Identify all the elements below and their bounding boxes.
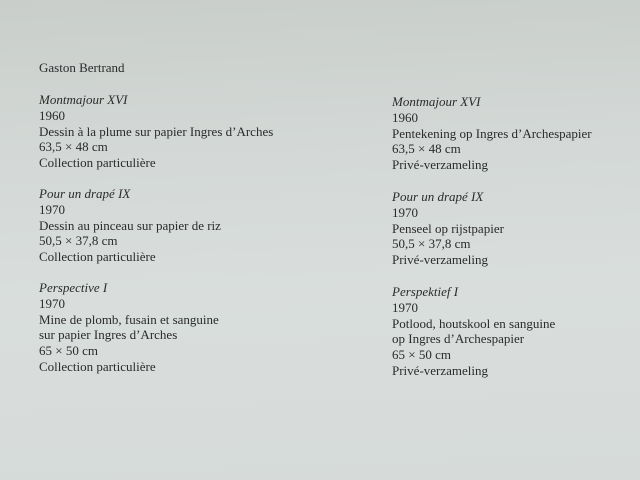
artwork-dimensions: 50,5 × 37,8 cm — [39, 233, 118, 249]
artwork-dimensions: 65 × 50 cm — [392, 347, 451, 363]
artwork-technique: Mine de plomb, fusain et sanguine — [39, 311, 219, 327]
artwork-collection: Collection particulière — [39, 249, 156, 265]
artwork-technique: Pentekening op Ingres d’Archespapier — [392, 125, 592, 141]
artwork-title: Pour un drapé IX — [392, 188, 484, 204]
artwork-title: Perspective I — [39, 279, 108, 295]
artwork-collection: Collection particulière — [39, 358, 156, 374]
artwork-entry-perspektief-nl — [392, 284, 640, 379]
artwork-technique: Potlood, houtskool en sanguine — [392, 315, 556, 331]
artwork-collection: Privé-verzameling — [392, 157, 489, 173]
artwork-entry-montmajour-fr — [39, 92, 339, 171]
artwork-title: Perspektief I — [392, 283, 459, 299]
artwork-dimensions: 63,5 × 48 cm — [39, 139, 108, 155]
artwork-entry-drape-nl — [392, 189, 640, 268]
artwork-title: Montmajour XVI — [392, 94, 481, 109]
artwork-entry-montmajour-nl — [392, 94, 640, 173]
french-column — [39, 60, 339, 390]
artwork-entry-perspective-fr — [39, 280, 339, 375]
artwork-collection: Collection particulière — [39, 155, 156, 171]
artwork-year: 1970 — [392, 204, 418, 220]
artwork-year: 1960 — [392, 109, 418, 125]
artwork-year: 1960 — [39, 107, 65, 123]
artwork-technique-continued: op Ingres d’Archespapier — [392, 331, 525, 347]
artwork-technique: Penseel op rijstpapier — [392, 220, 504, 236]
artist-name: Gaston Bertrand — [39, 60, 125, 75]
artwork-entry-drape-fr — [39, 186, 339, 265]
artwork-collection: Privé-verzameling — [392, 252, 489, 268]
artwork-title: Pour un drapé IX — [39, 185, 131, 201]
artwork-technique: Dessin au pinceau sur papier de riz — [39, 217, 221, 233]
artwork-year: 1970 — [39, 295, 65, 311]
dutch-column — [392, 94, 640, 395]
artwork-technique: Dessin à la plume sur papier Ingres d’Arches — [39, 123, 274, 139]
artwork-technique-continued: sur papier Ingres d’Arches — [39, 327, 178, 343]
artwork-dimensions: 50,5 × 37,8 cm — [392, 236, 471, 252]
artwork-title: Montmajour XVI — [39, 92, 128, 107]
artwork-year: 1970 — [392, 299, 418, 315]
artwork-dimensions: 65 × 50 cm — [39, 343, 98, 359]
artwork-dimensions: 63,5 × 48 cm — [392, 141, 461, 157]
artwork-year: 1970 — [39, 201, 65, 217]
artwork-collection: Privé-verzameling — [392, 362, 489, 378]
